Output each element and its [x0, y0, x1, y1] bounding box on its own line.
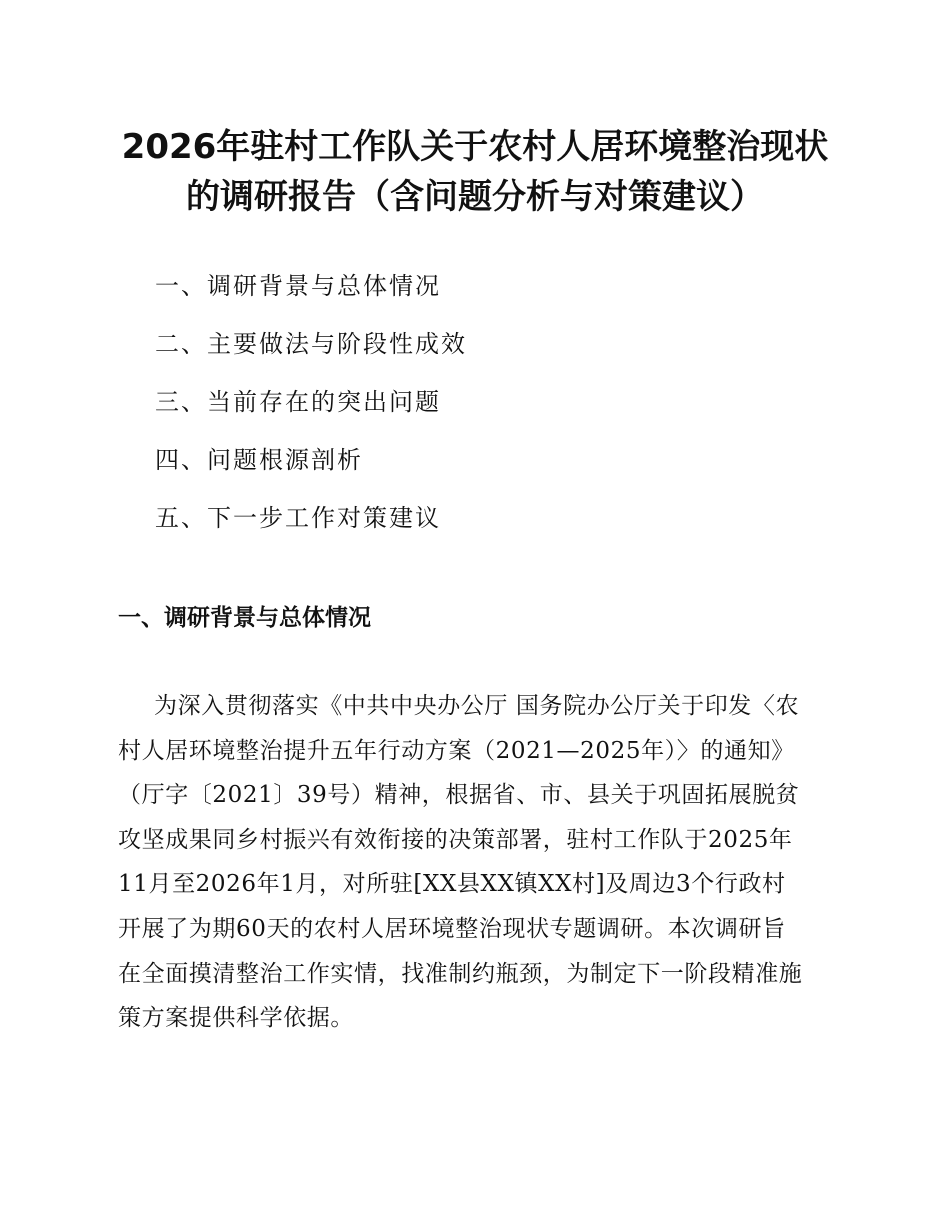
paragraph-line: 为深入贯彻落实《中共中央办公厅 国务院办公厅关于印发〈农: [154, 693, 800, 719]
document-title-line-1: 2026年驻村工作队关于农村人居环境整治现状: [121, 127, 829, 167]
toc-item-3: 三、当前存在的突出问题: [155, 388, 441, 416]
toc-item-5: 五、下一步工作对策建议: [155, 504, 441, 532]
paragraph-line: 村人居环境整治提升五年行动方案（2021—2025年）〉的通知》: [118, 737, 795, 764]
toc-item-4: 四、问题根源剖析: [155, 446, 363, 474]
document-title: [0, 122, 950, 222]
paragraph-line: 开展了为期60天的农村人居环境整治现状专题调研。本次调研旨: [118, 915, 786, 942]
paragraph-line: 在全面摸清整治工作实情，找准制约瓶颈，为制定下一阶段精准施: [118, 960, 803, 987]
document-title-line-2: 的调研报告（含问题分析与对策建议）: [186, 177, 764, 217]
table-of-contents: [155, 262, 467, 552]
toc-item-1: 一、调研背景与总体情况: [155, 272, 441, 300]
body-paragraph: [118, 684, 848, 1041]
section-heading-1: 一、调研背景与总体情况: [118, 605, 371, 631]
toc-item-2: 二、主要做法与阶段性成效: [155, 330, 467, 358]
paragraph-line: 11月至2026年1月，对所驻[XX县XX镇XX村]及周边3个行政村: [118, 871, 786, 898]
paragraph-line: 策方案提供科学依据。: [118, 1005, 354, 1032]
paragraph-line: 攻坚成果同乡村振兴有效衔接的决策部署，驻村工作队于2025年: [118, 826, 793, 853]
paragraph-line: （厅字〔2021〕39号）精神，根据省、市、县关于巩固拓展脱贫: [118, 782, 800, 809]
